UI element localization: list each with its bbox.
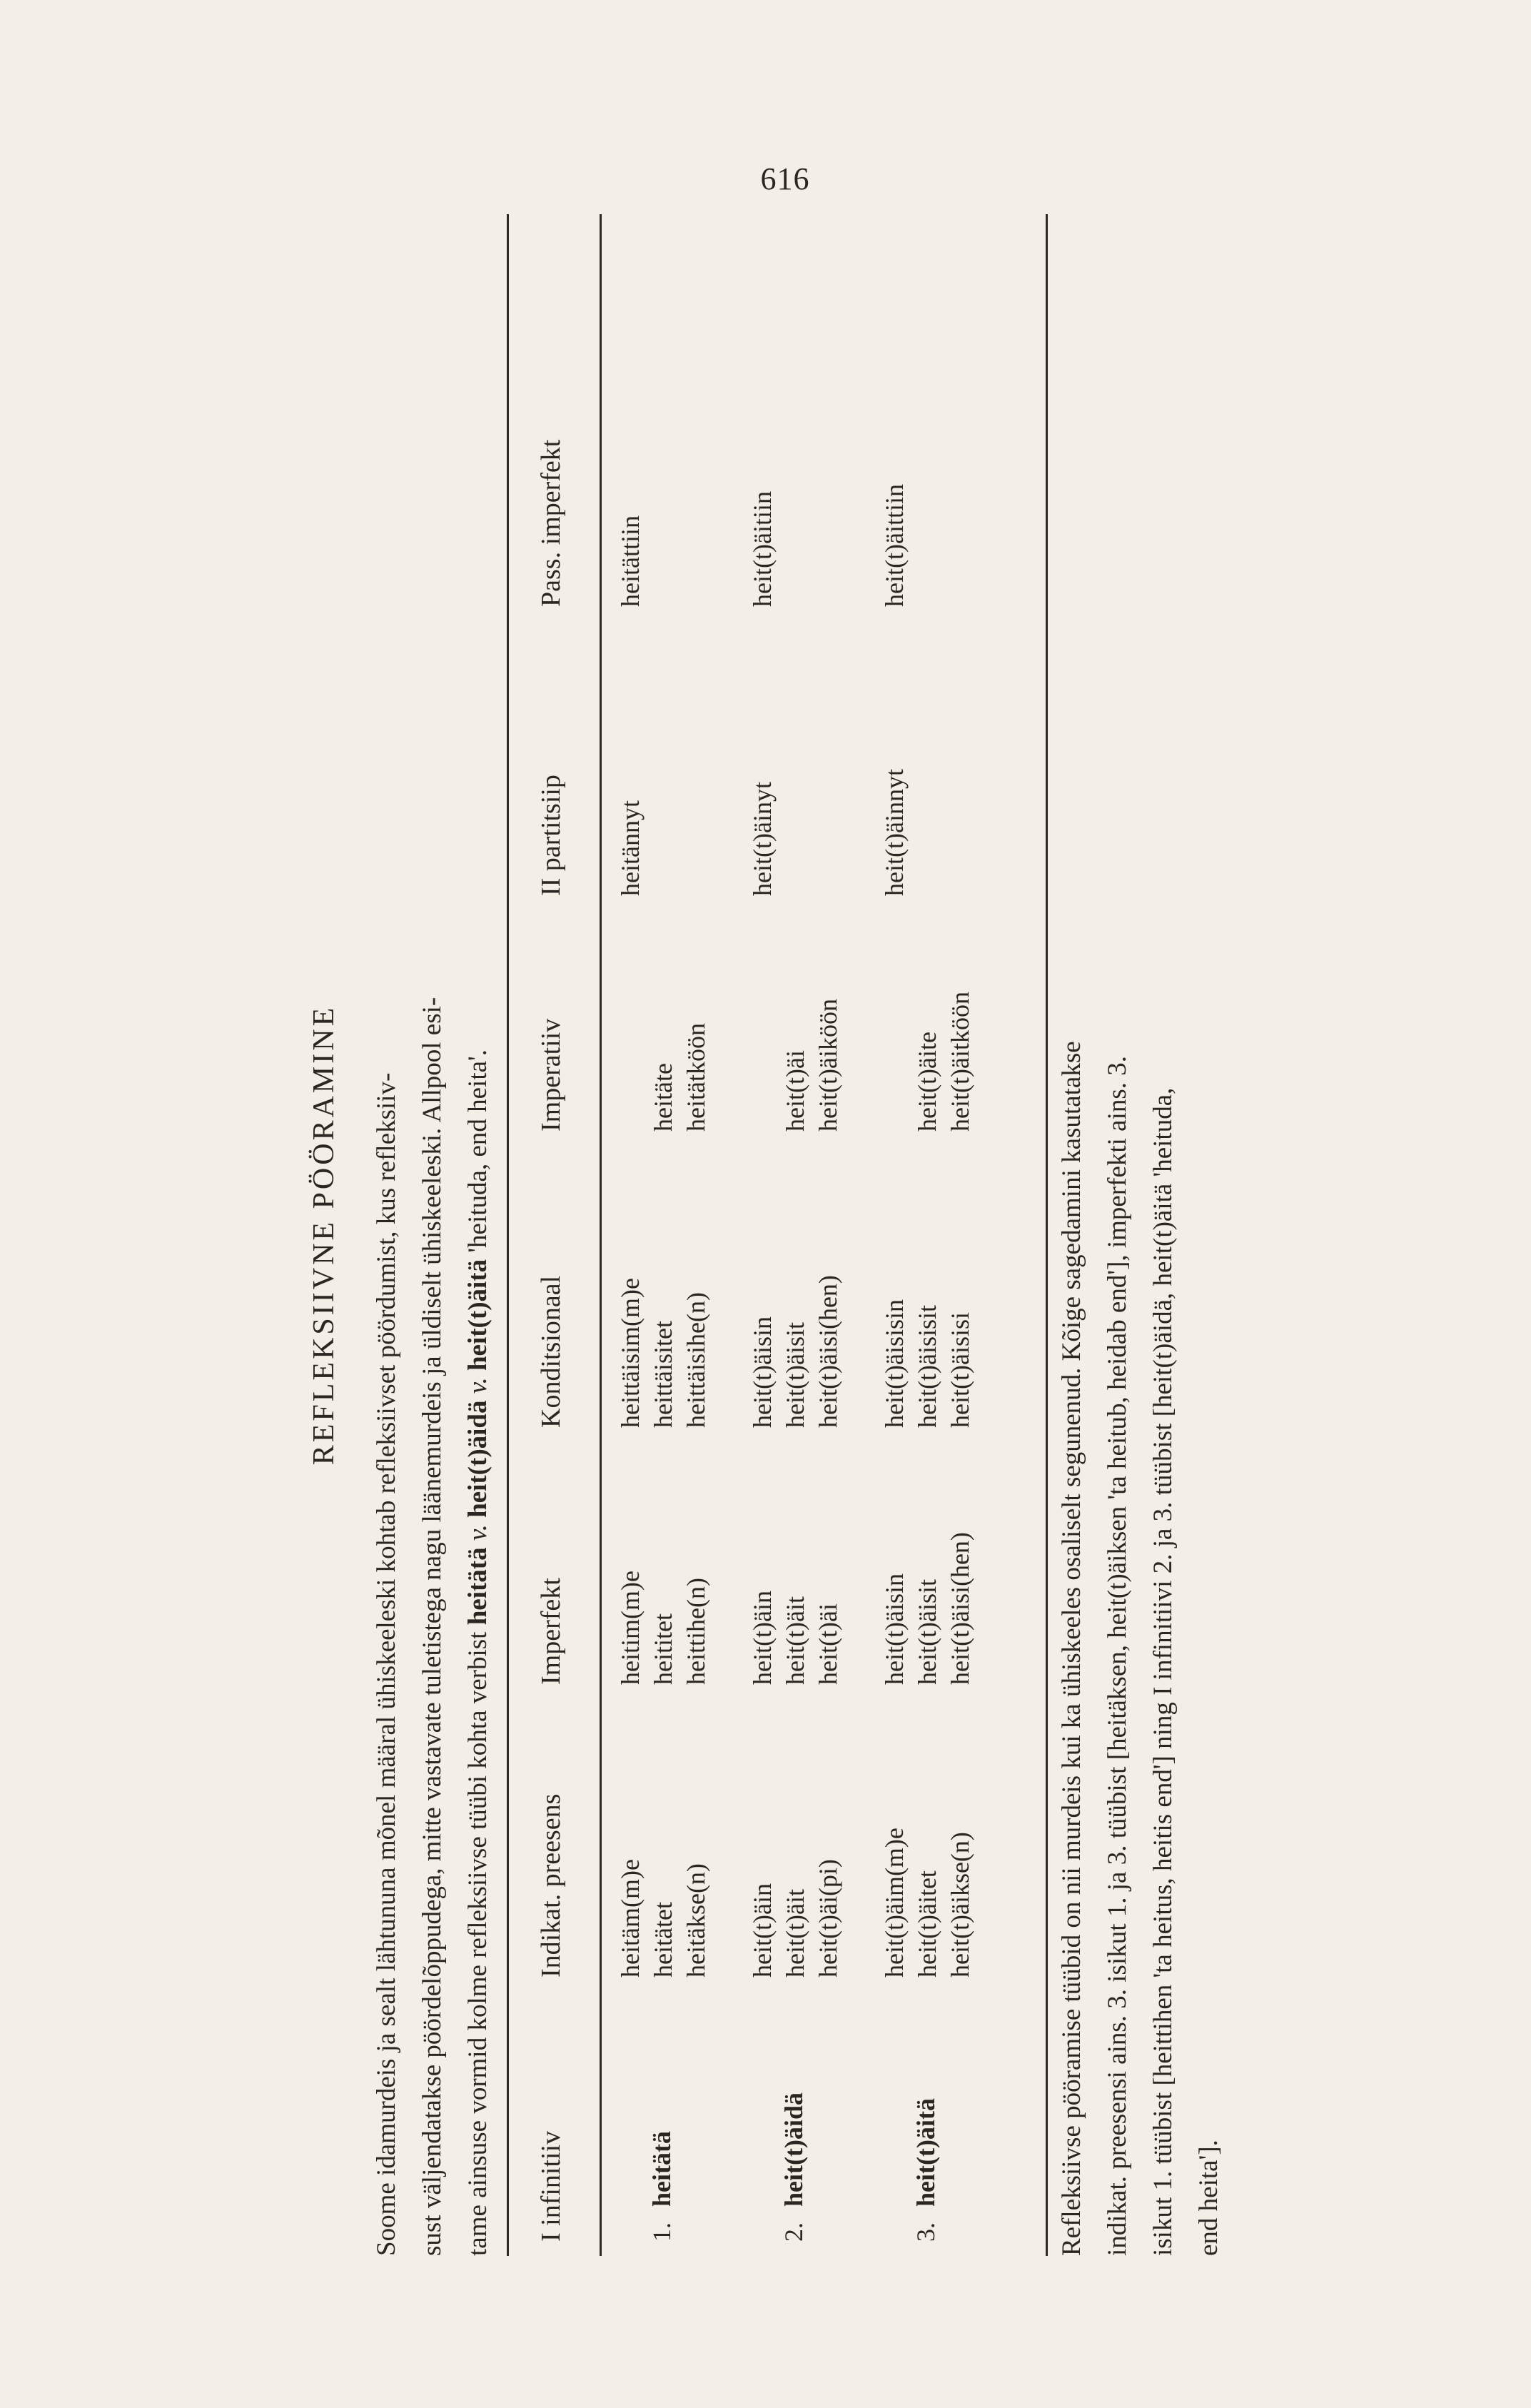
- separator-v-2: v.: [463, 1377, 492, 1394]
- form: heittäisihe(n): [682, 1292, 710, 1428]
- outro-line-1: Refleksiivse pööramise tüübid on nii murdeis kui ka ühiskeeles osaliselt segunenud. Kõige sagedamini kasutatakse: [1057, 1041, 1086, 2256]
- form: heittihe(n): [682, 1578, 710, 1685]
- form: heit(t)äitiin: [748, 491, 777, 607]
- form: heit(t)äinnyt: [880, 769, 909, 896]
- form: [614, 1023, 647, 1132]
- row-1-conditional: [614, 1278, 712, 1428]
- row-2-imperfect: [746, 1591, 844, 1685]
- header-participle: II partitsiip: [536, 775, 566, 896]
- row-number: 2.: [779, 2222, 808, 2242]
- intro-line-2: sust väljendatakse pöördelõppudega, mitte vastavate tuletistega nagu läänemurdeis ja üldiselt ühiskeeleski. Allpool esi-: [418, 997, 447, 2256]
- row-1-infinitive: [647, 2131, 677, 2242]
- form: heit(t)äin: [748, 1883, 777, 1978]
- form: heitäm(m)e: [616, 1859, 645, 1978]
- form: heit(t)äisisit: [913, 1305, 941, 1428]
- row-2-infinitive: [779, 2092, 809, 2242]
- form: heit(t)äikse(n): [946, 1832, 974, 1978]
- infinitive-form: heit(t)äidä: [779, 2092, 808, 2207]
- form: heit(t)äinyt: [748, 782, 777, 896]
- form: [746, 999, 779, 1132]
- form: heitännyt: [616, 800, 645, 896]
- form: heit(t)äisit: [781, 1322, 809, 1428]
- form: heit(t)äisin: [748, 1316, 777, 1428]
- row-2-imperative: [746, 999, 844, 1132]
- form: heit(t)äim(m)e: [880, 1828, 909, 1978]
- form: heit(t)äisi(hen): [946, 1532, 974, 1685]
- verb-type-3: heit(t)äitä: [463, 1259, 492, 1371]
- form: heittäisitet: [649, 1321, 677, 1428]
- row-number: 1.: [647, 2222, 676, 2242]
- form: heit(t)äi: [781, 1050, 809, 1132]
- closing-paragraph: [1049, 214, 1232, 2256]
- form: heit(t)äi(pi): [814, 1859, 842, 1978]
- table-header-rule: [600, 214, 602, 2256]
- row-1-participle: [614, 800, 647, 896]
- header-present: Indikat. preesens: [536, 1793, 566, 1978]
- form: heit(t)äisisi: [946, 1312, 974, 1428]
- row-2-conditional: [746, 1275, 844, 1428]
- form: heit(t)äisin: [880, 1573, 909, 1685]
- form: heit(t)äisisin: [880, 1299, 909, 1428]
- infinitive-form: heit(t)äitä: [911, 2098, 940, 2207]
- form: heitätet: [649, 1902, 677, 1978]
- form: heit(t)äit: [781, 1889, 809, 1978]
- verb-gloss: 'heituda, end heita'.: [463, 1049, 492, 1253]
- form: heit(t)äiköön: [814, 999, 842, 1132]
- form: heitäkse(n): [682, 1863, 710, 1978]
- form: heit(t)äi: [814, 1603, 842, 1685]
- separator-v-1: v.: [463, 1524, 492, 1541]
- form: heit(t)äisit: [913, 1579, 941, 1685]
- header-pass-imperfect: Pass. imperfekt: [536, 439, 566, 607]
- header-imperfect: Imperfekt: [536, 1578, 566, 1685]
- outro-line-3: isikut 1. tüübist [heittihen 'ta heitus, heitis end'] ning I infinitiivi 2. ja 3. tüübist [heit(t)äidä, heit(t)äitä 'heituda,: [1148, 1087, 1178, 2256]
- infinitive-form: heitätä: [647, 2131, 676, 2207]
- header-infinitive: I infinitiiv: [536, 2130, 566, 2242]
- row-number: 3.: [911, 2222, 940, 2242]
- form: heit(t)äisi(hen): [814, 1275, 842, 1428]
- form: heit(t)äitet: [913, 1870, 941, 1978]
- row-3-infinitive: [911, 2098, 941, 2242]
- intro-paragraph: [364, 214, 501, 2256]
- row-3-imperfect: [878, 1532, 976, 1685]
- row-2-pass-imperfect: [746, 491, 779, 607]
- row-3-participle: [878, 769, 911, 896]
- row-1-present: [614, 1859, 712, 1978]
- row-1-imperfect: [614, 1571, 712, 1685]
- rotated-page-content: [307, 214, 1406, 2256]
- outro-line-4: end heita'].: [1194, 2140, 1223, 2256]
- verb-type-1: heitätä: [463, 1547, 492, 1626]
- form: heitim(m)e: [616, 1571, 645, 1685]
- page-number: 616: [760, 161, 810, 196]
- row-2-present: [746, 1859, 844, 1978]
- form: heit(t)äittiin: [880, 484, 909, 607]
- form: heit(t)äit: [781, 1596, 809, 1685]
- row-3-pass-imperfect: [878, 484, 911, 607]
- form: heit(t)äite: [913, 1032, 941, 1132]
- table-bottom-rule: [1046, 214, 1048, 2256]
- conjugation-table: [507, 214, 1049, 2256]
- form: heitättiin: [616, 515, 645, 607]
- table-top-rule: [507, 214, 509, 2256]
- form: heittäisim(m)e: [616, 1278, 645, 1428]
- row-3-imperative: [878, 992, 976, 1132]
- intro-line-3-text: tame ainsuse vormid kolme refleksiivse tüübi kohta verbist: [463, 1631, 492, 2256]
- form: [878, 992, 911, 1132]
- page-title: REFLEKSIIVNE PÖÖRAMINE: [308, 1004, 340, 1466]
- form: heitäte: [649, 1063, 677, 1132]
- form: heititet: [649, 1613, 677, 1685]
- header-imperative: Imperatiiv: [536, 1018, 566, 1132]
- form: heit(t)äitköön: [946, 992, 974, 1132]
- row-1-imperative: [614, 1023, 712, 1132]
- outro-line-2: indikat. preesensi ains. 3. isikut 1. ja 3. tüübist [heitäksen, heit(t)äiksen 'ta heitub, heidab end'], imperfekti ains. 3.: [1103, 1055, 1132, 2256]
- verb-type-2: heit(t)äidä: [463, 1400, 492, 1518]
- form: heitätköön: [682, 1023, 710, 1132]
- intro-line-3: [455, 214, 501, 2256]
- row-3-conditional: [878, 1299, 976, 1428]
- row-2-participle: [746, 782, 779, 896]
- row-3-present: [878, 1828, 976, 1978]
- form: heit(t)äin: [748, 1591, 777, 1685]
- intro-line-1: Soome idamurdeis ja sealt lähtununa mõnel määral ühiskeeleski kohtab refleksiivset pöördumist, kus refleksiiv-: [372, 1072, 401, 2256]
- row-1-pass-imperfect: [614, 515, 647, 607]
- header-conditional: Konditsionaal: [536, 1275, 566, 1428]
